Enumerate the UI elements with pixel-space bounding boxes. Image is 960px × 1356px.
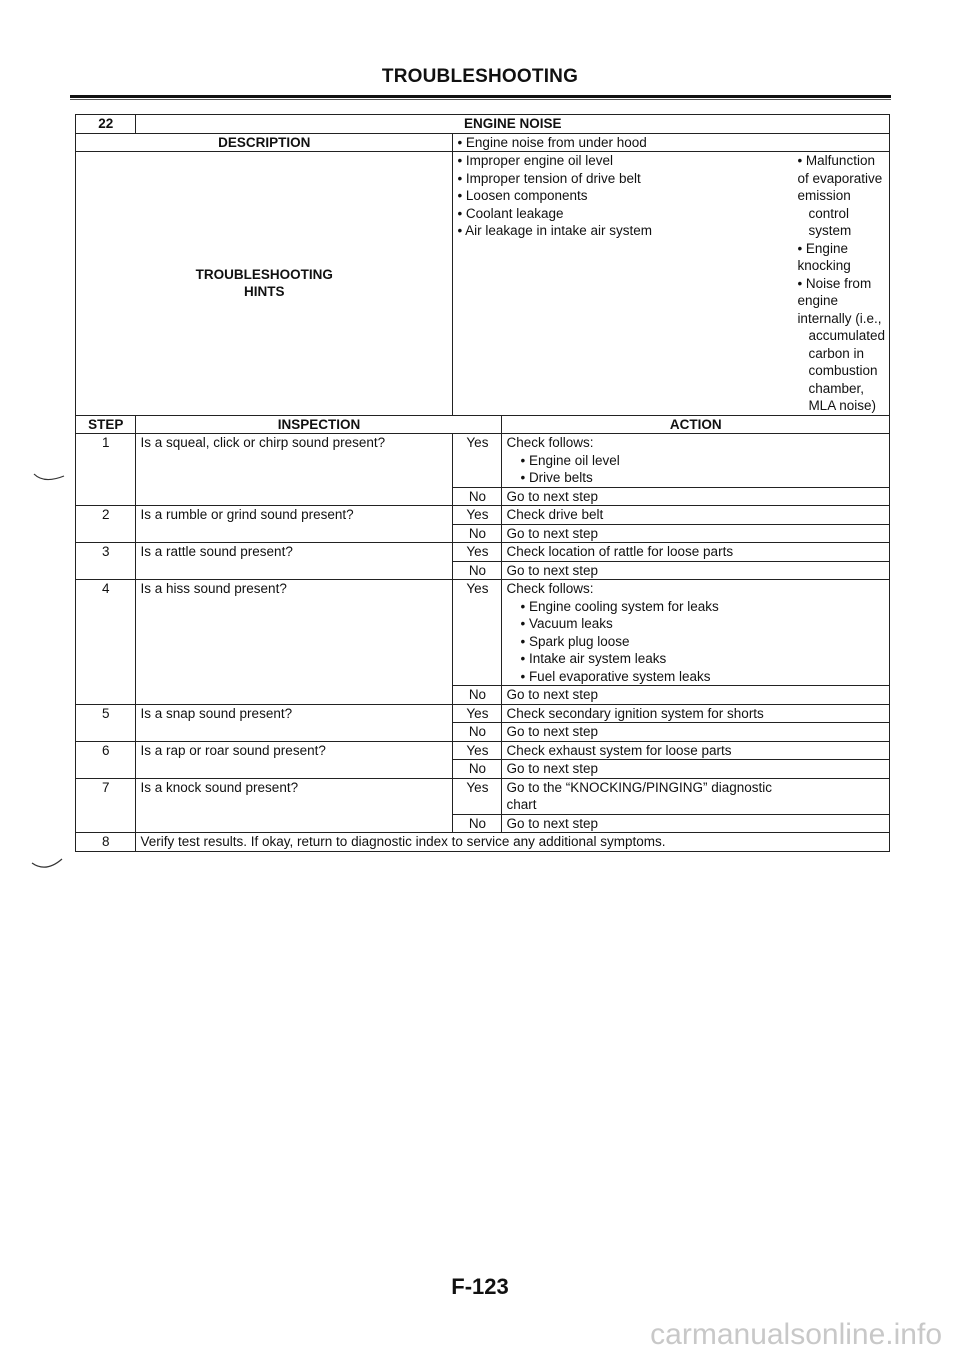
hints-label xyxy=(76,152,453,416)
column-action: ACTION xyxy=(502,415,890,434)
hint-item: • Coolant leakage xyxy=(457,205,797,223)
step-number: 7 xyxy=(76,778,136,833)
step-row xyxy=(76,580,890,686)
action-no: Go to next step xyxy=(502,814,890,833)
step-row xyxy=(76,704,890,723)
hint-item: • Engine knocking xyxy=(797,240,885,275)
title-rule-thin xyxy=(70,99,891,100)
header-topic: ENGINE NOISE xyxy=(136,115,890,134)
inspection-question: Is a squeal, click or chirp sound present? xyxy=(136,434,453,506)
action-check-item: • Fuel evaporative system leaks xyxy=(520,668,885,686)
action-check-list xyxy=(506,598,885,686)
description-bullet: • Engine noise from under hood xyxy=(457,135,646,150)
action-check-item: • Engine oil level xyxy=(520,452,885,470)
step-number: 6 xyxy=(76,741,136,778)
action-text: Check drive belt xyxy=(506,507,604,522)
hints-left-list xyxy=(457,152,797,415)
action-yes xyxy=(502,778,890,814)
inspection-question: Is a rap or roar sound present? xyxy=(136,741,453,778)
answer-yes: Yes xyxy=(453,741,502,760)
action-text: Check follows: xyxy=(506,581,594,596)
hints-right-list xyxy=(797,152,885,415)
column-header-row xyxy=(76,415,890,434)
action-yes xyxy=(502,434,890,488)
answer-no: No xyxy=(453,487,502,506)
hints-label-line-2: HINTS xyxy=(243,284,285,300)
action-check-list xyxy=(506,452,885,487)
answer-yes: Yes xyxy=(453,704,502,723)
action-text: Check location of rattle for loose parts xyxy=(506,544,734,559)
answer-yes: Yes xyxy=(453,506,502,525)
final-step-row xyxy=(76,833,890,852)
description-text xyxy=(453,133,890,152)
hint-item: • Loosen components xyxy=(457,187,797,205)
answer-no: No xyxy=(453,561,502,580)
hint-item: • Air leakage in intake air system xyxy=(457,222,797,240)
hint-item: • Malfunction of evaporative emission xyxy=(797,152,885,205)
inspection-question: Is a hiss sound present? xyxy=(136,580,453,705)
title-rule xyxy=(70,95,891,98)
hint-item: • Improper engine oil level xyxy=(457,152,797,170)
final-instruction: Verify test results. If okay, return to diagnostic index to service any additional symptoms. xyxy=(136,833,890,852)
answer-yes: Yes xyxy=(453,580,502,686)
answer-yes: Yes xyxy=(453,434,502,488)
answer-yes: Yes xyxy=(453,543,502,562)
page-title: TROUBLESHOOTING xyxy=(381,66,579,87)
step-row xyxy=(76,543,890,562)
margin-mark xyxy=(28,855,68,880)
action-yes xyxy=(502,506,890,525)
step-row xyxy=(76,741,890,760)
answer-no: No xyxy=(453,524,502,543)
action-no: Go to next step xyxy=(502,561,890,580)
column-step: STEP xyxy=(76,415,136,434)
step-number: 4 xyxy=(76,580,136,705)
action-text: Go to the “KNOCKING/PINGING” diagnostic xyxy=(506,779,773,795)
hint-item: • Noise from engine internally (i.e., xyxy=(797,275,885,328)
hint-item: accumulated carbon in combustion xyxy=(808,328,885,378)
page-number: F-123 xyxy=(451,1274,509,1299)
column-inspection: INSPECTION xyxy=(136,415,502,434)
margin-mark xyxy=(30,470,70,490)
header-number: 22 xyxy=(76,115,136,134)
answer-yes: Yes xyxy=(453,778,502,814)
answer-no: No xyxy=(453,760,502,779)
action-check-item: • Engine cooling system for leaks xyxy=(520,598,885,616)
step-row xyxy=(76,434,890,488)
inspection-question: Is a snap sound present? xyxy=(136,704,453,741)
inspection-question: Is a rattle sound present? xyxy=(136,543,453,580)
answer-no: No xyxy=(453,686,502,705)
hint-item: • Improper tension of drive belt xyxy=(457,170,797,188)
hints-label-line-1: TROUBLESHOOTING xyxy=(195,266,333,282)
step-row xyxy=(76,778,890,814)
hints-content xyxy=(453,152,890,416)
action-text: Check follows: xyxy=(506,435,594,450)
action-no: Go to next step xyxy=(502,524,890,543)
inspection-question: Is a rumble or grind sound present? xyxy=(136,506,453,543)
step-number: 8 xyxy=(76,833,136,852)
step-row xyxy=(76,506,890,525)
action-no: Go to next step xyxy=(502,487,890,506)
inspection-question: Is a knock sound present? xyxy=(136,778,453,833)
header-row xyxy=(76,115,890,134)
action-yes xyxy=(502,741,890,760)
action-no: Go to next step xyxy=(502,760,890,779)
action-text-cont: chart xyxy=(506,797,537,812)
action-check-item: • Intake air system leaks xyxy=(520,650,885,668)
action-yes xyxy=(502,704,890,723)
action-check-item: • Vacuum leaks xyxy=(520,615,885,633)
action-no: Go to next step xyxy=(502,686,890,705)
hint-item: chamber, MLA noise) xyxy=(808,380,876,413)
hint-item: control system xyxy=(808,205,852,238)
action-check-item: • Drive belts xyxy=(520,469,885,487)
answer-no: No xyxy=(453,814,502,833)
step-number: 2 xyxy=(76,506,136,543)
step-number: 3 xyxy=(76,543,136,580)
watermark: carmanualsonline.info xyxy=(650,1318,942,1351)
action-no: Go to next step xyxy=(502,723,890,742)
answer-no: No xyxy=(453,723,502,742)
action-yes xyxy=(502,543,890,562)
action-yes xyxy=(502,580,890,686)
description-row xyxy=(76,133,890,152)
action-text: Check exhaust system for loose parts xyxy=(506,742,732,758)
hints-row xyxy=(76,152,890,416)
troubleshooting-table xyxy=(75,114,890,852)
step-number: 5 xyxy=(76,704,136,741)
action-check-item: • Spark plug loose xyxy=(520,633,885,651)
description-label: DESCRIPTION xyxy=(76,133,453,152)
step-number: 1 xyxy=(76,434,136,506)
action-text: Check secondary ignition system for shorts xyxy=(506,705,764,721)
